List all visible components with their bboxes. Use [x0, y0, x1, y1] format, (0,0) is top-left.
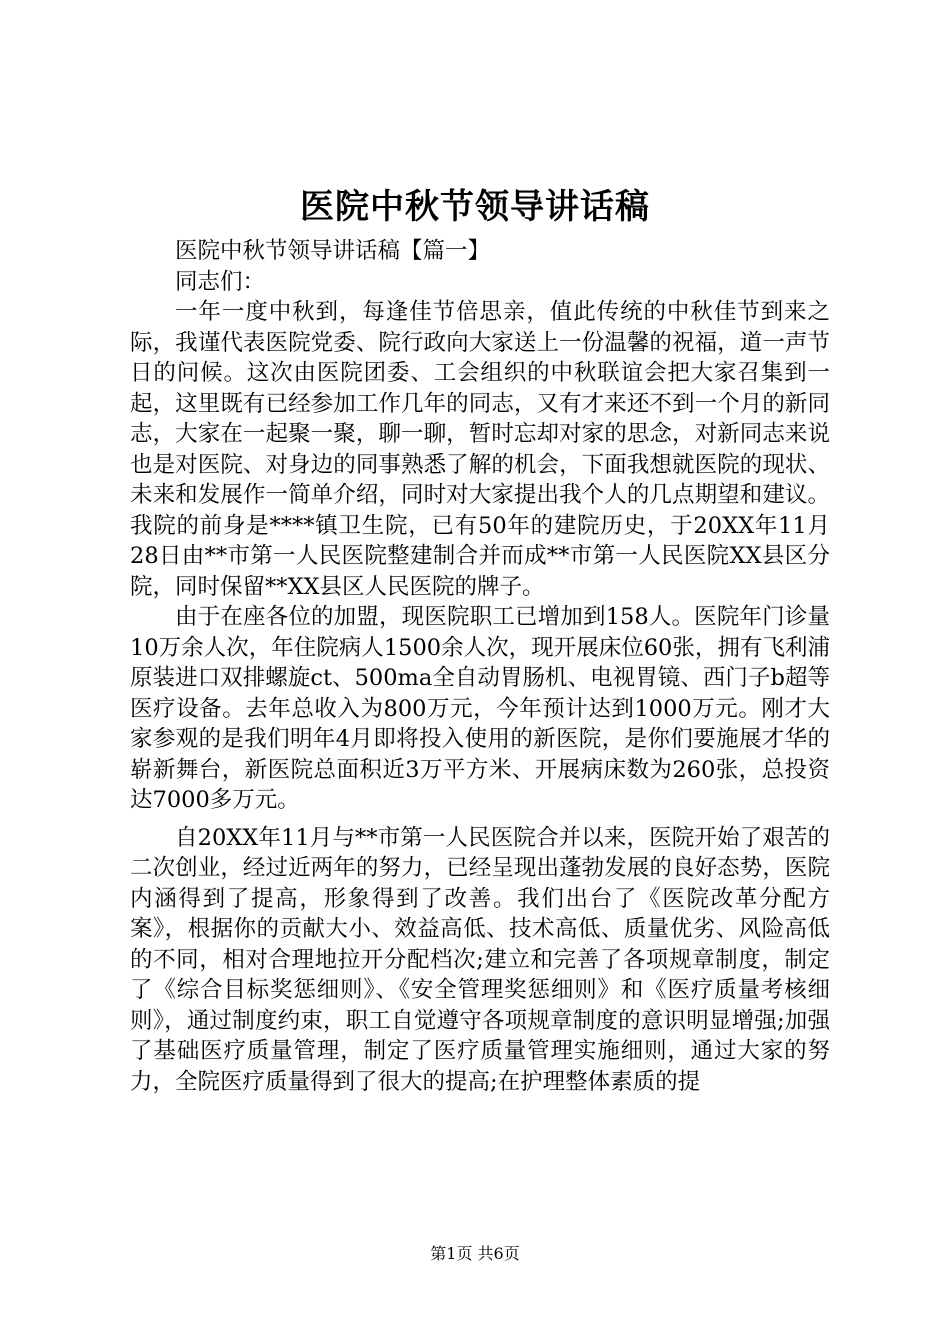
- document-subtitle: 医院中秋节领导讲话稿【篇一】: [175, 238, 491, 264]
- document-title: 医院中秋节领导讲话稿: [300, 187, 650, 227]
- salutation: 同志们：: [175, 268, 266, 295]
- paragraph-2: 由于在座各位的加盟，现医院职工已增加到158人。医院年门诊量10万余人次，年住院病人1500余人次，现开展床位60张，拥有飞利浦原装进口双排螺旋ct、500ma全自动胃肠机、电视胃镜、西门子b超等医疗设备。去年总收入为800万元，今年预计达到1000万元。刚才大家参观的是我们明年4月即将投入使用的新医院，是你们要施展才华的崭新舞台，新医院总面积近3万平方米、开展病床数为260张，总投资达7000多万元。: [130, 604, 830, 813]
- paragraph-3: 自20XX年11月与**市第一人民医院合并以来，医院开始了艰苦的二次创业，经过近两年的努力，已经呈现出蓬勃发展的良好态势，医院内涵得到了提高，形象得到了改善。我们出台了《医院改革分配方案》，根据你的贡献大小、效益高低、技术高低、质量优劣、风险高低的不同，相对合理地拉开分配档次;建立和完善了各项规章制度，制定了《综合目标奖惩细则》、《安全管理奖惩细则》和《医疗质量考核细则》，通过制度约束，职工自觉遵守各项规章制度的意识明显增强;加强了基础医疗质量管理，制定了医疗质量管理实施细则，通过大家的努力，全院医疗质量得到了很大的提高;在护理整体素质的提: [130, 824, 830, 1095]
- page-number-footer: 第1页 共6页: [430, 1244, 520, 1263]
- paragraph-1: 一年一度中秋到，每逢佳节倍思亲，值此传统的中秋佳节到来之际，我谨代表医院党委、院行政向大家送上一份温馨的祝福，道一声节日的问候。这次由医院团委、工会组织的中秋联谊会把大家召集到一起，这里既有已经参加工作几年的同志，又有才来还不到一个月的新同志，大家在一起聚一聚，聊一聊，暂时忘却对家的思念，对新同志来说也是对医院、对身边的同事熟悉了解的机会，下面我想就医院的现状、未来和发展作一简单介绍，同时对大家提出我个人的几点期望和建议。我院的前身是****镇卫生院，已有50年的建院历史，于20XX年11月28日由**市第一人民医院整建制合并而成**市第一人民医院XX县区分院，同时保留**XX县区人民医院的牌子。: [130, 299, 830, 600]
- document-body: [130, 236, 830, 1097]
